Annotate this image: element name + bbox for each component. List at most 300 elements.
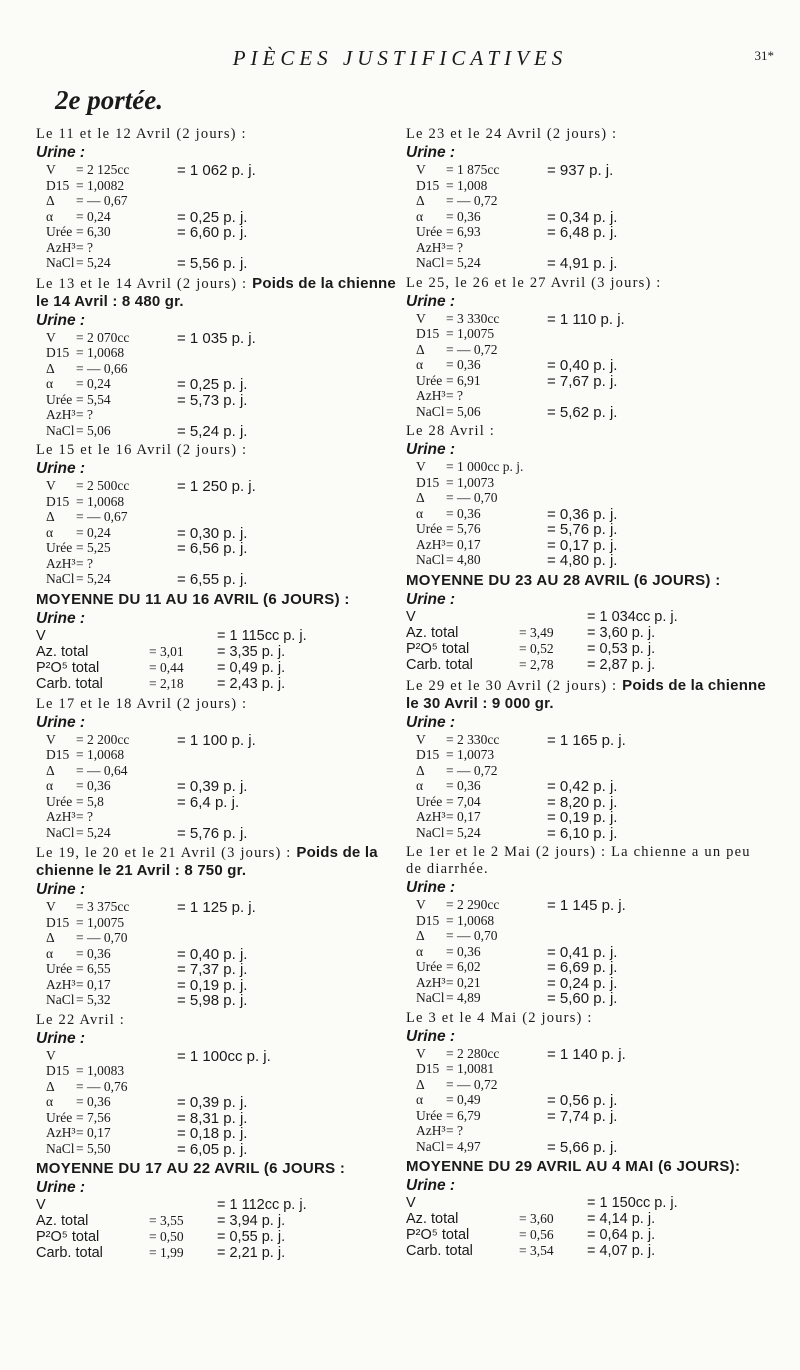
measure-per-day: = 0,55 p. j. [217,1229,286,1245]
measure-value: = 5,06 [446,403,481,419]
measure-value: = — 0,64 [76,762,128,778]
block-date: Le 25, le 26 et le 27 Avril (3 jours) : [406,274,662,291]
measure-row [36,540,396,556]
measure-value: = 1 000cc p. j. [446,459,524,474]
measure-name: α [46,1094,54,1109]
measure-value: = 3,49 [519,624,554,640]
measure-name: V [46,899,56,914]
measure-per-day: = 0,30 p. j. [177,524,248,542]
measure-value: = 1,008 [446,177,488,193]
measure-row [406,357,766,373]
measure-name: AzH³ [46,407,76,422]
block-heading [406,126,766,143]
block-date: Le 1er et le 2 Mai (2 jours) : La chienne a un peu de diarrhée. [406,844,751,877]
urine-label: Urine : [36,311,86,329]
measure-per-day: = 2,43 p. j. [217,675,286,692]
measure-name: Carb. total [36,1245,103,1261]
measure-per-day: = 7,67 p. j. [547,372,618,390]
measure-value: = — 0,67 [76,193,128,208]
measure-row [36,930,396,946]
urine-label: Urine : [36,144,86,161]
measure-name: V [46,1047,56,1063]
block-heading [36,126,396,143]
measure-per-day: = 6,4 p. j. [177,793,240,811]
measure-row [36,1197,396,1213]
measure-name: Δ [416,490,425,505]
measure-per-day: = 0,18 p. j. [177,1125,248,1142]
measure-value: = 0,24 [76,376,111,391]
measure-row [406,178,766,194]
measure-value: = 7,04 [446,793,481,809]
measure-row [36,778,396,794]
block-heading [406,1010,766,1027]
block-heading [36,696,396,713]
measure-per-day: = 1 115cc p. j. [217,627,307,644]
measure-name: NaCl [46,992,75,1007]
measure-name: Urée [416,372,443,388]
measure-per-day: = 6,05 p. j. [177,1140,248,1158]
measurement-block [36,844,396,1008]
measure-value: = ? [76,407,93,422]
measure-per-day: = 6,56 p. j. [177,540,248,557]
measure-value: = 7,56 [76,1109,111,1125]
urine-label: Urine : [36,609,86,627]
urine-label: Urine : [406,879,456,896]
measure-per-day: = 3,94 p. j. [217,1213,286,1229]
measure-value: = 2 200cc [76,731,130,747]
urine-label: Urine : [36,1179,86,1196]
measure-value: = ? [76,555,93,571]
measure-name: AzH³ [46,809,76,824]
measure-per-day: = 7,74 p. j. [547,1107,618,1125]
measure-value: = — 0,72 [446,193,498,208]
measure-name: Δ [416,762,425,778]
measure-name: Urée [416,1107,443,1123]
measure-row [406,990,766,1006]
measure-row [36,794,396,810]
block-date: Le 23 et le 24 Avril (2 jours) : [406,126,618,142]
measurement-block [406,844,766,1006]
measure-row [406,404,766,420]
measure-name: V [416,459,426,474]
measure-row [406,1092,766,1108]
measure-row [36,1110,396,1126]
measure-row [406,747,766,763]
measure-row [406,913,766,929]
measure-per-day: = 5,24 p. j. [177,422,248,440]
measure-per-day: = 2,21 p. j. [217,1245,286,1261]
measure-value: = 4,97 [446,1138,481,1154]
measure-value: = 0,50 [149,1229,184,1244]
measure-per-day: = 1 140 p. j. [547,1045,626,1063]
measure-row [406,928,766,944]
average-block [406,1158,766,1259]
measure-value: = 2 330cc [446,731,500,747]
measure-per-day: = 937 p. j. [547,162,614,179]
measure-name: Urée [46,540,73,555]
average-block [36,1160,396,1261]
block-heading [406,275,766,292]
measure-row [36,423,396,439]
measure-value: = — 0,66 [76,360,128,376]
measure-row [406,342,766,358]
measurement-block [406,275,766,420]
measure-value: = 2 290cc [446,897,500,912]
measure-value: = 1,0068 [76,345,125,360]
measure-row [36,977,396,993]
measure-row [406,732,766,748]
measure-row [36,1048,396,1064]
urine-label: Urine : [36,460,86,477]
measure-value: = 2 500cc [76,478,130,493]
measure-row [36,1125,396,1141]
measure-per-day: = 1 100 p. j. [177,731,256,749]
measure-per-day: = 0,40 p. j. [177,945,248,963]
measure-name: Carb. total [36,675,103,692]
measure-name: Δ [416,341,425,357]
measure-value: = 5,8 [76,793,104,809]
measure-name: V [416,731,426,747]
measure-row [406,552,766,568]
measure-name: D15 [46,177,70,193]
measure-per-day: = 1 035 p. j. [177,329,256,347]
measure-per-day: = 5,73 p. j. [177,391,248,409]
measure-row [406,475,766,491]
measure-per-day: = 6,48 p. j. [547,224,618,241]
measure-per-day: = 1 145 p. j. [547,897,626,914]
measure-name: Urée [416,793,443,809]
measure-name: NaCl [416,255,445,270]
measure-value: = — 0,72 [446,1076,498,1092]
measure-name: Urée [46,1109,73,1125]
measure-row [406,825,766,841]
measure-per-day: = 8,20 p. j. [547,793,618,811]
measure-name: AzH³ [416,536,446,552]
measure-row [36,676,396,692]
measure-name: P²O⁵ total [36,1229,100,1245]
measure-value: = 3,60 [519,1211,554,1226]
measure-name: Urée [46,391,73,407]
measure-name: AzH³ [416,388,446,403]
average-title: MOYENNE DU 17 AU 22 AVRIL (6 JOURS : [36,1160,346,1177]
measure-name: AzH³ [416,1123,446,1138]
measure-row [406,809,766,825]
measure-name: NaCl [46,422,75,438]
measure-row [406,224,766,240]
measure-row [36,407,396,423]
block-date: Le 11 et le 12 Avril (2 jours) : [36,126,247,142]
measure-name: AzH³ [416,239,446,255]
measure-value: = 3,55 [149,1213,184,1228]
block-heading [36,844,396,880]
measure-row [36,224,396,240]
measure-name: Az. total [36,643,89,660]
measure-value: = 6,02 [446,959,481,974]
measure-value: = 0,17 [446,809,481,824]
measure-row [36,376,396,392]
measure-name: V [416,1045,426,1061]
measure-name: V [406,1195,416,1211]
measure-row [36,162,396,178]
measure-name: α [416,943,424,959]
measure-per-day: = 5,76 p. j. [547,521,618,538]
measure-name: α [416,208,424,224]
measure-row [406,311,766,327]
average-title: MOYENNE DU 11 AU 16 AVRIL (6 JOURS) : [36,590,350,608]
urine-label: Urine : [36,1029,86,1047]
measurement-block [406,423,766,568]
measure-per-day: = 3,35 p. j. [217,643,286,660]
measure-per-day: = 0,25 p. j. [177,376,248,393]
measure-row [406,209,766,225]
measure-value: = 5,54 [76,391,111,407]
measure-value: = 6,91 [446,372,481,388]
measure-value: = 5,25 [76,540,111,555]
measure-per-day: = 0,39 p. j. [177,1094,248,1111]
measure-row [36,628,396,644]
measure-per-day: = 0,34 p. j. [547,208,618,226]
measure-per-day: = 4,14 p. j. [587,1211,656,1227]
measure-row [406,1061,766,1077]
block-heading [36,275,396,311]
measure-name: Δ [46,509,55,524]
measure-name: NaCl [46,824,75,840]
measure-row [36,732,396,748]
measure-value: = — 0,67 [76,509,128,524]
measure-value: = 5,24 [76,824,111,840]
measure-name: V [46,329,56,345]
measure-per-day: = 0,19 p. j. [547,809,618,826]
measure-row [406,1123,766,1139]
dog-weight: Poids de la chienne le 21 Avril : 8 750 gr. [36,844,378,879]
measure-value: = 6,93 [446,224,481,239]
measure-row [406,521,766,537]
measure-name: α [416,357,424,372]
measure-value: = 6,30 [76,224,111,239]
running-head: PIÈCES JUSTIFICATIVES [232,46,568,70]
measure-name: α [46,208,54,224]
measure-value: = — 0,70 [76,930,128,945]
measure-value: = 2 280cc [446,1045,500,1061]
measure-row [406,609,766,625]
measure-name: P²O⁵ total [36,659,100,676]
measure-row [406,537,766,553]
measure-per-day: = 0,64 p. j. [587,1227,656,1243]
measure-row [36,478,396,494]
block-date: Le 3 et le 4 Mai (2 jours) : [406,1009,593,1026]
measure-row [406,897,766,913]
measure-name: NaCl [416,1138,445,1154]
measure-name: D15 [416,474,440,490]
measure-name: Az. total [406,1211,459,1227]
measure-name: V [416,310,426,326]
measure-value: = 1,0075 [446,326,495,341]
measure-name: Urée [416,521,443,536]
measure-name: V [46,478,56,493]
measure-value: = 1,99 [149,1245,184,1260]
measure-per-day: = 8,31 p. j. [177,1109,248,1127]
measure-name: D15 [46,345,70,360]
measure-value: = 4,89 [446,990,481,1005]
measure-value: = 2,18 [149,675,184,691]
urine-label: Urine : [36,881,86,898]
measure-value: = — 0,76 [76,1078,128,1094]
block-heading [406,423,766,440]
measure-value: = 0,36 [446,208,481,224]
measure-per-day: = 1 100cc p. j. [177,1047,271,1065]
urine-label: Urine : [406,1177,456,1194]
measure-name: Δ [46,360,55,376]
measure-value: = ? [446,388,463,403]
measure-per-day: = 6,10 p. j. [547,824,618,842]
average-block [36,591,396,692]
measure-row [36,961,396,977]
measure-per-day: = 1 250 p. j. [177,478,256,495]
measurement-block [36,1012,396,1157]
measure-name: AzH³ [46,239,76,255]
measure-value: = 0,24 [76,208,111,224]
measure-name: Carb. total [406,656,473,673]
average-title: MOYENNE DU 23 AU 28 AVRIL (6 JOURS) : [406,571,721,589]
measure-value: = 1,0073 [446,474,495,490]
measure-value: = 0,24 [76,524,111,540]
measure-value: = 1,0068 [76,493,125,509]
measure-row [406,506,766,522]
right-column [406,122,766,1259]
measure-name: α [46,945,54,961]
measure-row [36,1063,396,1079]
urine-label: Urine : [406,590,456,608]
measure-value: = — 0,72 [446,341,498,357]
measure-row [36,209,396,225]
measure-per-day: = 1 110 p. j. [547,310,625,328]
measure-per-day: = 0,41 p. j. [547,943,618,961]
block-heading [36,1012,396,1029]
measure-value: = 2 070cc [76,329,130,345]
measure-name: α [416,1092,424,1107]
block-date: Le 15 et le 16 Avril (2 jours) : [36,442,248,458]
measure-value: = 0,52 [519,640,554,656]
measure-row [36,255,396,271]
measure-name: AzH³ [416,974,446,990]
measure-per-day: = 0,39 p. j. [177,778,248,795]
measure-name: AzH³ [416,809,446,824]
measure-name: D15 [416,1061,440,1076]
urine-label: Urine : [406,1027,456,1045]
measure-value: = 5,76 [446,521,481,536]
measure-row [406,255,766,271]
measure-row [36,763,396,779]
measure-value: = 6,79 [446,1107,481,1123]
measure-name: Δ [416,1076,425,1092]
measure-per-day: = 1 034cc p. j. [587,608,678,625]
measure-row [406,657,766,673]
measure-name: V [36,627,46,644]
measure-name: V [416,162,426,177]
measure-value: = 1,0068 [446,912,495,928]
measure-row [36,644,396,660]
measure-value: = 0,36 [446,357,481,372]
measure-value: = 0,21 [446,974,481,990]
measure-per-day: = 1 165 p. j. [547,731,626,749]
measure-row [36,361,396,377]
measure-value: = 0,17 [76,976,111,992]
page-number: 31* [754,48,774,63]
measure-row [406,459,766,475]
measure-row [36,747,396,763]
measure-value: = — 0,70 [446,928,498,943]
measure-value: = 0,56 [519,1227,554,1242]
block-date: Le 13 et le 14 Avril (2 jours) : [36,275,248,292]
measure-value: = — 0,70 [446,490,498,505]
measure-per-day: = 0,24 p. j. [547,974,618,992]
measure-value: = 0,44 [149,659,184,675]
measure-name: Urée [46,793,73,809]
measure-per-day: = 5,60 p. j. [547,990,618,1007]
measurement-block [36,442,396,587]
measure-value: = 0,49 [446,1092,481,1107]
measure-row [406,193,766,209]
measure-name: D15 [46,914,70,930]
block-heading [36,442,396,459]
measurement-block [36,275,396,439]
block-date: Le 29 et le 30 Avril (2 jours) : [406,677,618,694]
measure-value: = 3,54 [519,1243,554,1258]
measure-row [406,1243,766,1259]
measure-name: V [46,162,56,177]
measure-per-day: = 5,56 p. j. [177,255,248,272]
measure-name: α [416,505,424,521]
block-date: Le 28 Avril : [406,423,496,439]
measure-per-day: = 0,25 p. j. [177,208,248,226]
measure-per-day: = 1 062 p. j. [177,162,256,179]
measure-row [406,1046,766,1062]
measure-name: V [416,897,426,912]
measure-name: Az. total [406,624,459,641]
measure-name: Δ [46,930,55,945]
measurement-block [36,696,396,841]
measure-row [406,763,766,779]
measure-value: = 4,80 [446,552,481,567]
measure-value: = 0,36 [446,778,481,793]
measure-value: = — 0,72 [446,762,498,778]
measure-per-day: = 4,80 p. j. [547,552,618,569]
measure-per-day: = 4,91 p. j. [547,255,618,272]
measure-per-day: = 0,40 p. j. [547,357,618,374]
measure-value: = 1,0082 [76,177,125,193]
measure-name: α [46,524,54,540]
measure-value: = 5,50 [76,1140,111,1156]
average-block [406,572,766,673]
measure-name: D15 [416,326,440,341]
measure-value: = 0,36 [76,778,111,793]
measure-name: Carb. total [406,1243,473,1259]
measure-row [406,975,766,991]
measure-row [36,494,396,510]
measure-name: V [46,731,56,747]
measure-name: D15 [46,493,70,509]
measure-row [406,162,766,178]
measure-value: = 5,24 [446,255,481,270]
measurement-block [406,677,766,841]
measure-value: = 3,01 [149,643,184,659]
measure-per-day: = 7,37 p. j. [177,961,248,978]
measure-value: = 1,0075 [76,914,125,930]
section-subtitle: 2e portée. [55,85,163,115]
measure-per-day: = 0,49 p. j. [217,659,286,676]
measure-value: = ? [446,239,463,255]
measure-per-day: = 2,87 p. j. [587,656,656,673]
